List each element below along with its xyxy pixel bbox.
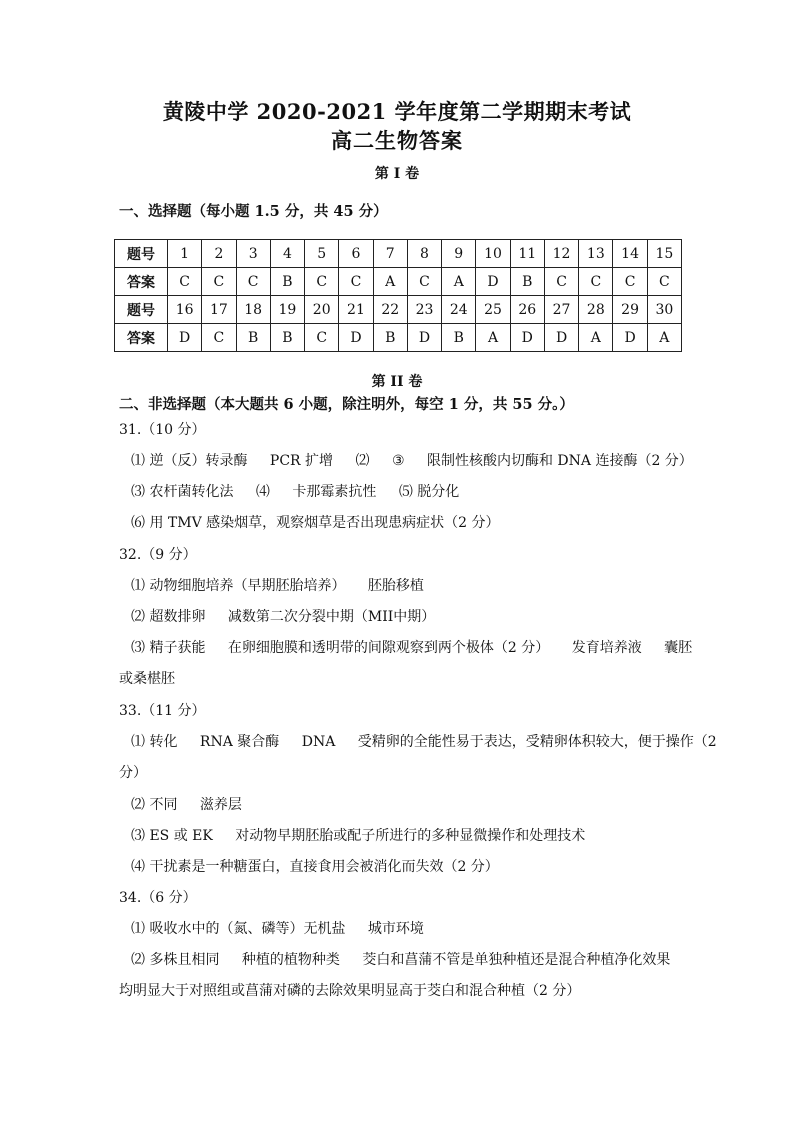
row-header: 答案	[115, 268, 168, 296]
section-two-heading: 二、非选择题（本大题共 6 小题，除注明外，每空 1 分，共 55 分。）	[119, 396, 574, 413]
table-cell: 15	[647, 240, 681, 268]
question-33-line-4	[131, 856, 517, 876]
table-cell: B	[442, 324, 476, 352]
table-cell: 13	[579, 240, 613, 268]
answer-item: 受精卵的全能性易于表达，受精卵体积较大，便于操作（2	[357, 734, 717, 750]
table-cell: A	[442, 268, 476, 296]
table-row	[115, 296, 682, 324]
answer-item: 对动物早期胚胎或配子所进行的多种显微操作和处理技术	[235, 828, 586, 844]
answer-item: ⑶ 农杆菌转化法	[131, 484, 234, 500]
table-cell: C	[305, 268, 339, 296]
table-row	[115, 324, 682, 352]
question-34-line-2	[131, 949, 688, 969]
table-cell: C	[544, 268, 578, 296]
table-cell: C	[202, 268, 236, 296]
question-31-heading: 31.（10 分）	[119, 422, 206, 438]
answer-item: ⑶ ES 或 EK	[131, 828, 213, 844]
answer-item: ③	[391, 453, 405, 469]
row-header: 题号	[115, 240, 168, 268]
answer-item: 城市环境	[367, 921, 424, 937]
table-cell: 18	[236, 296, 270, 324]
answer-item: ⑴ 转化	[131, 734, 178, 750]
table-cell: 25	[476, 296, 510, 324]
question-32-continuation: 或桑椹胚	[119, 671, 175, 687]
table-cell: 24	[442, 296, 476, 324]
table-cell: C	[647, 268, 681, 296]
table-cell: 1	[168, 240, 202, 268]
table-cell: A	[373, 268, 407, 296]
table-cell: C	[236, 268, 270, 296]
table-cell: 12	[544, 240, 578, 268]
question-32-heading: 32.（9 分）	[119, 547, 197, 563]
answer-item: 卡那霉素抗性	[292, 484, 377, 500]
table-cell: A	[647, 324, 681, 352]
question-34-heading: 34.（6 分）	[119, 890, 197, 906]
question-33-heading: 33.（11 分）	[119, 703, 206, 719]
table-cell: 23	[407, 296, 441, 324]
table-cell: 29	[613, 296, 647, 324]
answer-item: ⑴ 动物细胞培养（早期胚胎培养）	[131, 578, 346, 594]
table-cell: B	[270, 268, 304, 296]
table-cell: C	[168, 268, 202, 296]
question-31-line-1	[131, 450, 711, 470]
answer-item: ⑴ 吸收水中的（氮、磷等）无机盐	[131, 921, 346, 937]
section-one-heading: 一、选择题（每小题 1.5 分，共 45 分）	[119, 203, 388, 220]
answer-item: ⑸ 脱分化	[398, 484, 460, 500]
table-cell: 10	[476, 240, 510, 268]
table-row	[115, 240, 682, 268]
question-34-line-1	[131, 918, 442, 938]
table-cell: 4	[270, 240, 304, 268]
table-cell: 2	[202, 240, 236, 268]
table-cell: C	[339, 268, 373, 296]
table-cell: 28	[579, 296, 613, 324]
answer-item: ⑷ 干扰素是一种糖蛋白，直接食用会被消化而失效（2 分）	[131, 859, 499, 875]
table-cell: 9	[442, 240, 476, 268]
table-cell: 7	[373, 240, 407, 268]
answer-item: ⑵ 超数排卵	[131, 609, 206, 625]
table-cell: B	[510, 268, 544, 296]
answer-item: ⑵	[355, 453, 370, 469]
row-header: 答案	[115, 324, 168, 352]
table-cell: 11	[510, 240, 544, 268]
answer-item: 发育培养液	[571, 640, 642, 656]
row-header: 题号	[115, 296, 168, 324]
table-cell: C	[407, 268, 441, 296]
answer-item: DNA	[301, 734, 336, 750]
table-cell: D	[510, 324, 544, 352]
table-cell: C	[613, 268, 647, 296]
table-cell: 14	[613, 240, 647, 268]
table-row	[115, 268, 682, 296]
table-cell: 5	[305, 240, 339, 268]
table-cell: 26	[510, 296, 544, 324]
answer-item: ⑵ 不同	[131, 797, 178, 813]
question-33-line-3	[131, 825, 603, 845]
answer-item: 胚胎移植	[367, 578, 424, 594]
question-31-line-2	[131, 481, 477, 501]
exam-title: 黄陵中学 2020-2021 学年度第二学期期末考试	[162, 99, 632, 124]
table-cell: B	[270, 324, 304, 352]
table-cell: 17	[202, 296, 236, 324]
table-cell: 21	[339, 296, 373, 324]
question-32-line-2	[131, 606, 453, 626]
table-cell: 30	[647, 296, 681, 324]
table-cell: A	[476, 324, 510, 352]
table-cell: B	[373, 324, 407, 352]
question-33-continuation: 分）	[119, 765, 147, 781]
table-cell: A	[579, 324, 613, 352]
answer-item: ⑵ 多株且相同	[131, 952, 220, 968]
answer-item: ⑹ 用 TMV 感染烟草，观察烟草是否出现患病症状（2 分）	[131, 515, 500, 531]
table-cell: B	[236, 324, 270, 352]
answer-item: ⑴ 逆（反）转录酶	[131, 453, 248, 469]
question-34-continuation: 均明显大于对照组或菖蒲对磷的去除效果明显高于茭白和混合种植（2 分）	[119, 983, 581, 999]
answer-item: PCR 扩增	[269, 453, 334, 469]
table-cell: 22	[373, 296, 407, 324]
table-cell: 16	[168, 296, 202, 324]
volume-one-heading: 第 I 卷	[374, 166, 420, 182]
question-33-line-1	[131, 731, 735, 751]
table-cell: 27	[544, 296, 578, 324]
exam-subtitle: 高二生物答案	[331, 128, 463, 153]
table-cell: D	[407, 324, 441, 352]
question-32-line-1	[131, 575, 442, 595]
table-cell: 19	[270, 296, 304, 324]
answer-item: 囊胚	[664, 640, 693, 656]
table-cell: D	[168, 324, 202, 352]
table-cell: D	[544, 324, 578, 352]
table-cell: C	[305, 324, 339, 352]
volume-two-heading: 第 II 卷	[371, 374, 423, 390]
answer-table	[114, 239, 682, 352]
question-31-line-3	[131, 512, 518, 532]
table-cell: D	[476, 268, 510, 296]
table-cell: 20	[305, 296, 339, 324]
question-32-line-3	[131, 637, 710, 657]
answer-item: 种植的植物种类	[241, 952, 340, 968]
table-cell: 8	[407, 240, 441, 268]
table-cell: C	[202, 324, 236, 352]
answer-item: 在卵细胞膜和透明带的间隙观察到两个极体（2 分）	[227, 640, 550, 656]
question-33-line-2	[131, 794, 260, 814]
answer-item: 限制性核酸内切酶和 DNA 连接酶（2 分）	[426, 453, 693, 469]
answer-item: RNA 聚合酶	[199, 734, 280, 750]
answer-item: ⑷	[255, 484, 270, 500]
answer-item: 滋养层	[199, 797, 242, 813]
table-cell: D	[613, 324, 647, 352]
answer-item: 减数第二次分裂中期（MII中期）	[227, 609, 436, 625]
table-cell: C	[579, 268, 613, 296]
table-cell: 3	[236, 240, 270, 268]
answer-item: 茭白和菖蒲不管是单独种植还是混合种植净化效果	[362, 952, 671, 968]
table-cell: D	[339, 324, 373, 352]
table-cell: 6	[339, 240, 373, 268]
answer-item: ⑶ 精子获能	[131, 640, 206, 656]
